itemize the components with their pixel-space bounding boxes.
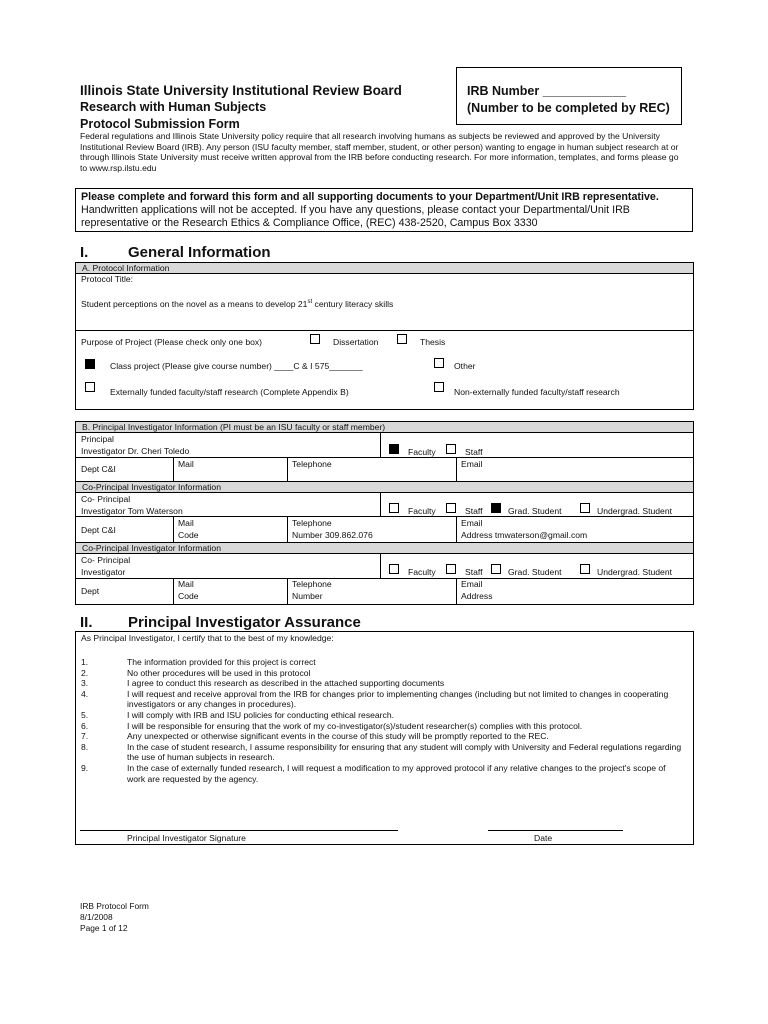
divider [380, 554, 381, 578]
item-text: I will request and receive approval from the IRB for changes prior to implementing changes (including but not limited to changes in cooperating investigators or any changes in procedures). [127, 688, 669, 710]
co1-code-label: Code [178, 530, 199, 540]
co2-address-label: Address [461, 591, 493, 601]
co1-email-address[interactable]: Address tmwaterson@gmail.com [461, 530, 588, 540]
intro-paragraph: Federal regulations and Illinois State University policy require that all research involving humans as subjects be reviewed and approved by the University Institutional Review Board (IRB). Any person (ISU faculty member, staff member, student, or other person) wanting to engage in human subject research at or through Illinois State University must receive written approval from the IRB before conducting research. For more information, templates, and forms please go to www.rsp.ilstu.edu [80, 131, 679, 173]
protocol-title-label: Protocol Title: [81, 274, 134, 284]
pi-faculty-label: Faculty [408, 447, 436, 457]
divider [380, 433, 381, 457]
notice-text: Handwritten applications will not be accepted. If you have any questions, please contact your Departmental/Unit IRB representative or the Research Ethics & Compliance Office, (REC) 438-2520, Campus Box 3330 [81, 204, 630, 229]
divider [380, 493, 381, 516]
divider [287, 457, 288, 481]
divider [287, 578, 288, 605]
section2-num: II. [80, 614, 93, 631]
item-number: 4. [81, 688, 89, 699]
co-pi1-header: Co-Principal Investigator Information [76, 482, 693, 493]
assurance-list [81, 657, 684, 784]
item-number: 9. [81, 762, 89, 773]
list-item [81, 721, 684, 732]
co-pi1-label: Co- Principal [81, 494, 131, 504]
other-label: Other [454, 361, 476, 371]
pi-info-header: B. Principal Investigator Information (PI must be an ISU faculty or staff member) [76, 422, 693, 433]
co2-telephone-label: Telephone [292, 579, 332, 589]
list-item [81, 689, 684, 710]
co-pi1-name[interactable]: Investigator Tom Waterson [81, 506, 183, 516]
item-number: 7. [81, 731, 89, 742]
co1-dept[interactable]: Dept C&I [81, 525, 116, 535]
title-line3: Protocol Submission Form [80, 117, 240, 131]
protocol-title-text-b: century literacy skills [312, 298, 394, 309]
section1-title: General Information [128, 244, 271, 261]
section2-title: Principal Investigator Assurance [128, 614, 361, 631]
title-line1: Illinois State University Institutional Review Board [80, 83, 402, 98]
co2-mail-label: Mail [178, 579, 194, 589]
list-item [81, 763, 684, 784]
pi-staff-label: Staff [465, 447, 483, 457]
date-label: Date [534, 833, 553, 843]
item-text: Any unexpected or otherwise significant events in the course of this study will be promptly reported to the REC. [127, 731, 549, 742]
class-project-checkbox[interactable] [85, 359, 95, 369]
class-project-label: Class project (Please give course number) ____C & I 575_______ [110, 361, 363, 371]
ext-funded-checkbox[interactable] [85, 382, 95, 392]
thesis-checkbox[interactable] [397, 334, 407, 344]
protocol-info-header: A. Protocol Information [76, 263, 693, 274]
ext-funded-label: Externally funded faculty/staff research (Complete Appendix B) [110, 387, 349, 397]
item-number: 2. [81, 667, 89, 678]
assurance-intro: As Principal Investigator, I certify that to the best of my knowledge: [81, 633, 334, 643]
pi-faculty-checkbox[interactable] [389, 444, 399, 454]
pi-mail-label: Mail [178, 459, 194, 469]
co1-telephone-label: Telephone [292, 518, 332, 528]
notice-bold: Please complete and forward this form and all supporting documents to your Department/Unit IRB representative. [81, 191, 659, 203]
item-text: The information provided for this project is correct [127, 657, 316, 667]
co-pi2-name[interactable]: Investigator [81, 567, 126, 577]
co1-staff-checkbox[interactable] [446, 503, 456, 513]
dissertation-checkbox[interactable] [310, 334, 320, 344]
footer-date: 8/1/2008 [80, 912, 113, 922]
protocol-title-text-a: Student perceptions on the novel as a means to develop 21 [81, 298, 308, 309]
co1-email-label: Email [461, 518, 483, 528]
list-item [81, 657, 684, 668]
co1-faculty-label: Faculty [408, 506, 436, 516]
item-number: 8. [81, 741, 89, 752]
divider [75, 457, 694, 458]
thesis-label: Thesis [420, 337, 446, 347]
item-text: In the case of externally funded research, I will request a modification to my approved protocol if any relative changes to the project's scope of work are requested by the agency. [127, 762, 666, 784]
pi-dept[interactable]: Dept C&I [81, 464, 116, 474]
other-checkbox[interactable] [434, 358, 444, 368]
co1-grad-label: Grad. Student [508, 506, 562, 516]
pi-staff-checkbox[interactable] [446, 444, 456, 454]
item-number: 1. [81, 657, 89, 667]
divider [75, 330, 694, 331]
section1-num: I. [80, 244, 89, 261]
item-number: 6. [81, 720, 89, 731]
divider [173, 457, 174, 481]
co-pi2-label: Co- Principal [81, 555, 131, 565]
co1-undergrad-checkbox[interactable] [580, 503, 590, 513]
list-item [81, 710, 684, 721]
co2-faculty-label: Faculty [408, 567, 436, 577]
item-text: No other procedures will be used in this protocol [127, 667, 311, 678]
footer-form-name: IRB Protocol Form [80, 901, 149, 911]
co2-grad-label: Grad. Student [508, 567, 562, 577]
divider [456, 516, 457, 542]
item-text: In the case of student research, I assume responsibility for ensuring that any student will comply with University and Federal regulations regarding the use of human subjects in research. [127, 741, 682, 763]
signature-line[interactable] [80, 830, 398, 831]
signature-label: Principal Investigator Signature [127, 833, 246, 843]
protocol-title-sup: st [307, 299, 313, 305]
item-text: I will comply with IRB and ISU policies for conducting ethical research. [127, 709, 394, 720]
list-item [81, 668, 684, 679]
non-ext-funded-checkbox[interactable] [434, 382, 444, 392]
pi-telephone-label: Telephone [292, 459, 332, 469]
date-line[interactable] [488, 830, 623, 831]
irb-number-box [456, 67, 682, 125]
co2-undergrad-label: Undergrad. Student [597, 567, 673, 577]
non-ext-funded-label: Non-externally funded faculty/staff research [454, 387, 620, 397]
divider [456, 578, 457, 605]
co1-grad-checkbox[interactable] [491, 503, 501, 513]
co2-staff-label: Staff [465, 567, 483, 577]
co2-grad-checkbox[interactable] [491, 564, 501, 574]
co1-undergrad-label: Undergrad. Student [597, 506, 673, 516]
irb-number-note: (Number to be completed by REC) [467, 101, 670, 115]
co-pi2-header: Co-Principal Investigator Information [76, 543, 693, 554]
list-item [81, 678, 684, 689]
item-number: 5. [81, 709, 89, 720]
co2-faculty-checkbox[interactable] [389, 564, 399, 574]
divider [456, 457, 457, 481]
pi-email-label: Email [461, 459, 483, 469]
divider [75, 516, 694, 517]
notice-box [75, 188, 693, 232]
co2-code-label: Code [178, 591, 199, 601]
co2-dept[interactable]: Dept [81, 586, 100, 596]
co2-number-label: Number [292, 591, 323, 601]
divider [173, 578, 174, 605]
co1-telephone-number[interactable]: Number 309.862.076 [292, 530, 373, 540]
item-text: I agree to conduct this research as described in the attached supporting documents [127, 678, 445, 689]
divider [173, 516, 174, 542]
item-number: 3. [81, 678, 89, 689]
co1-faculty-checkbox[interactable] [389, 503, 399, 513]
footer-page: Page 1 of 12 [80, 923, 128, 933]
co1-mail-label: Mail [178, 518, 194, 528]
section2-heading [80, 614, 361, 631]
pi-label: Principal [81, 434, 114, 444]
co2-staff-checkbox[interactable] [446, 564, 456, 574]
list-item [81, 742, 684, 763]
co2-email-label: Email [461, 579, 483, 589]
co2-undergrad-checkbox[interactable] [580, 564, 590, 574]
title-line2: Research with Human Subjects [80, 100, 267, 114]
irb-number-label: IRB Number ____________ [467, 84, 627, 98]
item-text: I will be responsible for ensuring that the work of my co-investigator(s)/student researcher(s) complies with this protocol. [127, 720, 583, 731]
purpose-label: Purpose of Project (Please check only one box) [81, 337, 263, 347]
co1-staff-label: Staff [465, 506, 483, 516]
pi-name[interactable]: Investigator Dr. Cheri Toledo [81, 446, 190, 456]
divider [75, 578, 694, 579]
list-item [81, 731, 684, 742]
divider [287, 516, 288, 542]
section1-heading [80, 244, 271, 261]
dissertation-label: Dissertation [333, 337, 379, 347]
protocol-title-value[interactable] [81, 297, 393, 310]
